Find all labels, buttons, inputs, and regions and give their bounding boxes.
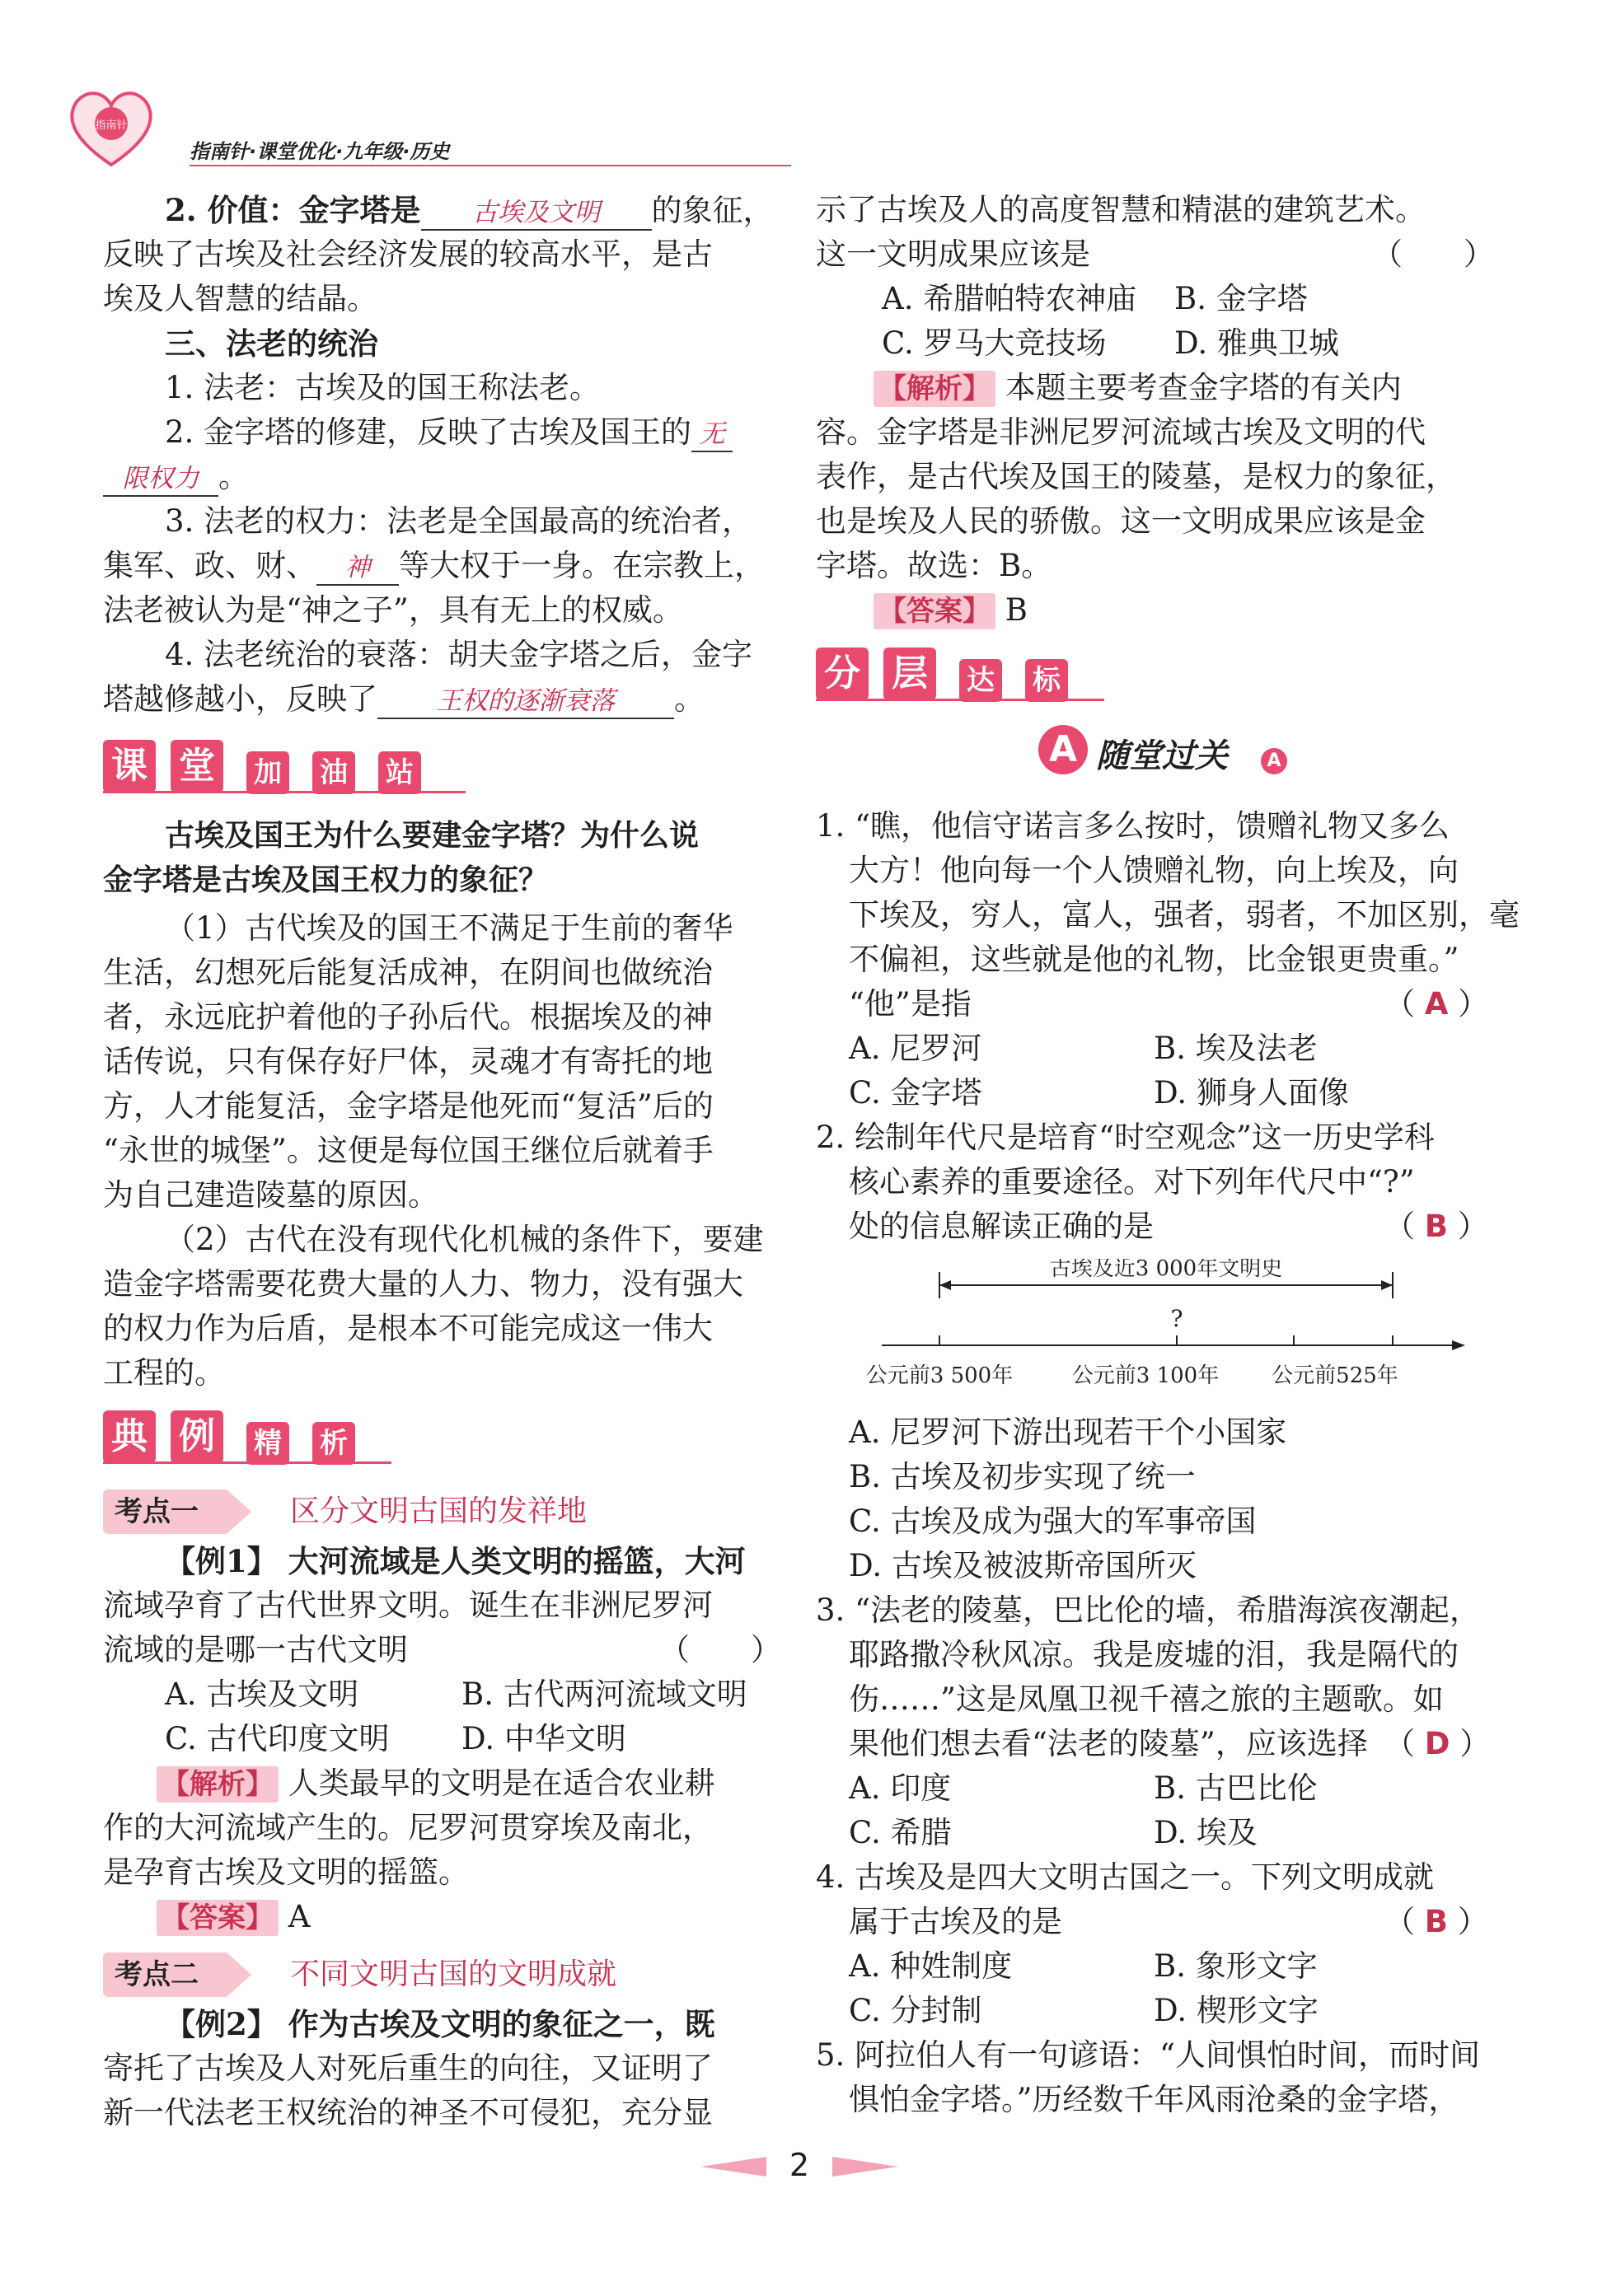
p1-line-2: 者，永远庇护着他的子孙后代。根据埃及的神 [103, 999, 713, 1035]
a-letter-small-icon [1261, 748, 1287, 774]
kd1-title: 区分文明古国的发祥地 [290, 1494, 588, 1528]
power-post: 。 [218, 459, 249, 494]
da-tag: 【答案】 [157, 1900, 279, 1936]
q1-opt-a: A. 尼罗河 [849, 1031, 982, 1066]
a-letter-icon [1038, 725, 1088, 774]
ex1-jx-line-1: 作的大河流域产生的。尼罗河贯穿埃及南北， [103, 1810, 713, 1845]
a-letter: A [1048, 728, 1078, 770]
q3-line-2: 伤……”这是凤凰卫视千禧之旅的主题歌。如 [849, 1681, 1444, 1717]
ex2-jx-line-4: 字塔。故选：B。 [816, 548, 1052, 583]
blank-power-1 [691, 416, 733, 452]
ex2-bracket: （ ） [1372, 236, 1494, 272]
p1-line-4: 方，人才能复活，金字塔是他死而“复活”后的 [103, 1088, 714, 1124]
logo-text: 指南针 [95, 119, 128, 132]
banner1-char-2: 加 [246, 751, 289, 794]
q1-line-0: 1. “瞧，他信守诺言多么按时，馈赠礼物又多么 [816, 808, 1450, 844]
blank-power-2 [103, 461, 218, 497]
q3-bracket: （ D ） [1384, 1726, 1491, 1761]
q4-opt-c: C. 分封制 [849, 1993, 982, 2028]
banner-classroom-boost [103, 740, 466, 794]
p1-line-5: “永世的城堡”。这便是每位国王继位后就着手 [103, 1133, 714, 1168]
left-line-11: 4. 法老统治的衰落：胡夫金字塔之后，金字 [165, 637, 753, 672]
left-line-6 [165, 410, 733, 455]
left-line-2: 反映了古埃及社会经济发展的较高水平，是古 [103, 236, 713, 272]
answer-power-1: 无 [699, 419, 725, 449]
left-line-12 [103, 677, 705, 722]
timeline-question-mark: ? [1170, 1305, 1183, 1332]
q4-line-0: 4. 古埃及是四大文明古国之一。下列文明成就 [816, 1859, 1435, 1895]
ex1-line-0 [165, 1539, 746, 1584]
answer-power-2: 限权力 [122, 464, 199, 493]
kd2-title: 不同文明古国的文明成就 [290, 1957, 617, 1991]
ex2-jx-0: 本题主要考查金字塔的有关内 [1005, 370, 1402, 405]
blank-civilization [421, 194, 652, 231]
ex1-jx-0: 人类最早的文明是在适合农业耕 [288, 1765, 715, 1801]
q1-line-3: 不偏袒，这些就是他的礼物，比金银更贵重。” [849, 942, 1459, 977]
p1-line-6: 为自己建造陵墓的原因。 [103, 1177, 438, 1213]
q1-answer: A [1424, 986, 1449, 1022]
kd1-arrow-icon [227, 1489, 251, 1534]
timeline-axis-arrow-icon [1452, 1340, 1465, 1350]
ex2-opt-d: D. 雅典卫城 [1174, 325, 1339, 361]
q4-opt-b: B. 象形文字 [1154, 1948, 1318, 1984]
p1-line-1: 生活，幻想死后能复活成神，在阴间也做统治 [103, 955, 713, 990]
banner2-char-0: 典 [103, 1410, 156, 1463]
section-3-title: 三、法老的统治 [165, 325, 378, 362]
q3-opt-d: D. 埃及 [1154, 1815, 1258, 1850]
ex2-jx-line-1: 容。金字塔是非洲尼罗河流域古埃及文明的代 [816, 414, 1426, 450]
pyramid-build-text: 2. 金字塔的修建，反映了古埃及国王的 [165, 414, 692, 450]
banner3-char-1: 层 [883, 648, 936, 700]
right-line-1: 示了古埃及人的高度智慧和精湛的建筑艺术。 [816, 192, 1426, 227]
q1-line-2: 下埃及，穷人，富人，强者，弱者，不加区别，毫 [849, 897, 1520, 933]
left-line-1 [165, 188, 774, 233]
banner2-char-2: 精 [246, 1422, 289, 1465]
left-line-10: 法老被认为是“神之子”，具有无上的权威。 [103, 592, 683, 628]
q5-line-0: 5. 阿拉伯人有一句谚语：“人间惧怕时间，而时间 [816, 2037, 1480, 2073]
logo [66, 82, 157, 173]
kd2-tag-text: 考点二 [115, 1958, 199, 1991]
footer [700, 2142, 898, 2191]
q2-opt-a: A. 尼罗河下游出现若干个小国家 [849, 1415, 1287, 1450]
banner1-char-4: 站 [378, 751, 421, 794]
q4-answer: B [1424, 1904, 1448, 1939]
q4-opt-a: A. 种姓制度 [849, 1948, 1013, 1984]
blank-decline [377, 683, 674, 719]
ex2-jx-line-0 [874, 366, 1402, 410]
header-rule [190, 165, 791, 166]
powers-pre: 集军、政、财、 [103, 548, 316, 583]
q4-line-1: 属于古埃及的是 [849, 1904, 1062, 1939]
ex1-bracket: （ ） [659, 1632, 781, 1667]
q2-opt-d: D. 古埃及被波斯帝国所灭 [849, 1548, 1197, 1583]
ex1-jx-line-0 [157, 1761, 715, 1806]
left-line-9 [103, 544, 765, 588]
decline-post: 。 [674, 681, 705, 717]
timeline [865, 1259, 1467, 1399]
timeline-title: 古埃及近3 000年文明史 [1049, 1259, 1283, 1281]
question-title-2: 金字塔是古埃及国王权力的象征？ [103, 863, 549, 897]
ex1-line-1: 流域孕育了古代世界文明。诞生在非洲尼罗河 [103, 1588, 713, 1623]
q1-opt-b: B. 埃及法老 [1154, 1031, 1318, 1066]
p2-line-2: 的权力作为后盾，是根本不可能完成这一伟大 [103, 1311, 713, 1346]
left-line-7 [103, 455, 249, 499]
q3-answer: D [1424, 1726, 1450, 1761]
q2-opt-b: B. 古埃及初步实现了统一 [849, 1459, 1196, 1494]
logo-heart-icon [66, 82, 157, 173]
ex2-line-0 [165, 2002, 715, 2047]
section-a-heading [1038, 725, 1319, 783]
q1-line-1: 大方！他向每一个人馈赠礼物，向上埃及，向 [849, 853, 1459, 888]
q3-opt-a: A. 印度 [849, 1770, 952, 1806]
kd2-arrow-icon [227, 1952, 251, 1997]
q2-bracket: （ B ） [1384, 1209, 1488, 1244]
banner1-char-3: 油 [312, 751, 355, 794]
q2-line-0: 2. 绘制年代尺是培育“时空观念”这一历史学科 [816, 1120, 1435, 1155]
banner1-char-1: 堂 [171, 740, 223, 793]
jx-tag-2: 【解析】 [874, 371, 995, 407]
ex2-jx-line-2: 表作，是古代埃及国王的陵墓，是权力的象征， [816, 459, 1456, 494]
q1-line-4: “他”是指 [849, 986, 972, 1022]
p2-line-0: （2）古代在没有现代化机械的条件下，要建 [165, 1222, 764, 1257]
q4-bracket: （ B ） [1384, 1904, 1488, 1939]
q3-line-0: 3. “法老的陵墓，巴比伦的墙，希腊海滨夜潮起， [816, 1592, 1480, 1628]
q2-answer: B [1424, 1209, 1448, 1244]
q5-line-1: 惧怕金字塔。”历经数千年风雨沧桑的金字塔， [849, 2082, 1459, 2117]
decline-pre: 塔越修越小，反映了 [103, 681, 377, 717]
banner3-char-2: 达 [959, 659, 1002, 702]
banner-tiered-goals [816, 648, 1104, 702]
ex2-opt-c: C. 罗马大竞技场 [882, 325, 1107, 361]
powers-post: 等大权于一身。在宗教上， [399, 548, 765, 583]
value-post: 的象征， [651, 193, 774, 228]
q3-line-1: 耶路撒冷秋风凉。我是废墟的泪，我是隔代的 [849, 1637, 1459, 1672]
banner3-char-3: 标 [1025, 659, 1068, 702]
banner2-char-3: 析 [312, 1422, 355, 1465]
timeline-label-525: 公元前525年 [1272, 1363, 1398, 1388]
ex1-opt-b: B. 古代两河流域文明 [461, 1676, 747, 1712]
ex2-opt-a: A. 希腊帕特农神庙 [882, 281, 1137, 316]
q3-opt-b: B. 古巴比伦 [1154, 1770, 1318, 1806]
ex2-line-1: 寄托了古埃及人对死后重生的向往，又证明了 [103, 2051, 713, 2086]
q4-opt-d: D. 楔形文字 [1154, 1993, 1319, 2028]
left-line-3: 埃及人智慧的结晶。 [103, 281, 377, 316]
answer-god: 神 [344, 553, 371, 582]
ex1-line-2: 流域的是哪一古代文明 [103, 1632, 408, 1667]
timeline-arrow-left-icon [939, 1280, 951, 1290]
left-line-8: 3. 法老的权力：法老是全国最高的统治者， [165, 503, 753, 539]
timeline-label-3100: 公元前3 100年 [1071, 1363, 1220, 1388]
a-letter-small: A [1267, 751, 1281, 771]
ex2-da-line [874, 588, 1028, 633]
q2-opt-c: C. 古埃及成为强大的军事帝国 [849, 1503, 1257, 1539]
ex1-jx-line-2: 是孕育古埃及文明的摇篮。 [103, 1854, 469, 1890]
banner3-char-0: 分 [816, 648, 869, 700]
ex1-answer: A [288, 1899, 311, 1934]
ex1-stem-0: 【例1】 大河流域是人类文明的摇篮，大河 [165, 1543, 746, 1579]
p1-line-0: （1）古代埃及的国王不满足于生前的奢华 [165, 910, 733, 946]
ex2-answer: B [1005, 592, 1028, 628]
da-tag-2: 【答案】 [874, 593, 995, 629]
kd2-tag [103, 1952, 227, 1997]
ex2-line-2: 新一代法老王权统治的神圣不可侵犯，充分显 [103, 2095, 713, 2130]
q2-line-2: 处的信息解读正确的是 [849, 1209, 1154, 1244]
timeline-svg [865, 1259, 1467, 1399]
p2-line-1: 造金字塔需要花费大量的人力、物力，没有强大 [103, 1266, 743, 1302]
a-title: 随堂过关 [1096, 737, 1228, 775]
ex1-da-line [157, 1895, 311, 1939]
ex2-jx-line-3: 也是埃及人民的骄傲。这一文明成果应该是金 [816, 503, 1426, 539]
p2-line-3: 工程的。 [103, 1355, 225, 1391]
jx-tag: 【解析】 [157, 1766, 279, 1803]
answer-civilization: 古埃及文明 [472, 198, 601, 227]
q1-opt-d: D. 狮身人面像 [1154, 1075, 1349, 1111]
blank-god [316, 549, 399, 586]
answer-decline: 王权的逐渐衰落 [436, 686, 616, 716]
right-line-2: 这一文明成果应该是 [816, 236, 1090, 272]
q1-bracket: （ A ） [1384, 986, 1489, 1022]
p1-line-3: 话传说，只有保存好尸体，灵魂才有寄托的地 [103, 1044, 713, 1079]
value-label: 2. 价值：金字塔是 [165, 192, 421, 228]
kd1-tag-text: 考点一 [115, 1495, 199, 1528]
banner2-char-1: 例 [171, 1410, 223, 1463]
q3-opt-c: C. 希腊 [849, 1815, 952, 1850]
q2-line-1: 核心素养的重要途径。对下列年代尺中“?” [849, 1164, 1415, 1199]
header [66, 82, 791, 173]
q3-line-3: 果他们想去看“法老的陵墓”，应该选择 [849, 1726, 1368, 1761]
page-number: 2 [789, 2147, 810, 2183]
timeline-label-3500: 公元前3 500年 [865, 1363, 1014, 1388]
question-title-1: 古埃及国王为什么要建金字塔？为什么说 [165, 819, 700, 853]
header-brand: 指南针·课堂优化·九年级·历史 [190, 140, 450, 163]
ex2-stem-0: 【例2】 作为古埃及文明的象征之一，既 [165, 2006, 715, 2042]
ex1-opt-a: A. 古埃及文明 [165, 1676, 359, 1712]
timeline-arrow-right-icon [1381, 1280, 1393, 1290]
q1-opt-c: C. 金字塔 [849, 1075, 982, 1111]
ex1-opt-c: C. 古代印度文明 [165, 1721, 390, 1756]
ex1-opt-d: D. 中华文明 [461, 1721, 626, 1756]
left-line-5: 1. 法老：古埃及的国王称法老。 [165, 370, 601, 405]
banner1-char-0: 课 [103, 740, 156, 793]
kd1-tag [103, 1489, 227, 1534]
banner-typical-examples [103, 1410, 391, 1465]
ex2-opt-b: B. 金字塔 [1174, 281, 1308, 316]
